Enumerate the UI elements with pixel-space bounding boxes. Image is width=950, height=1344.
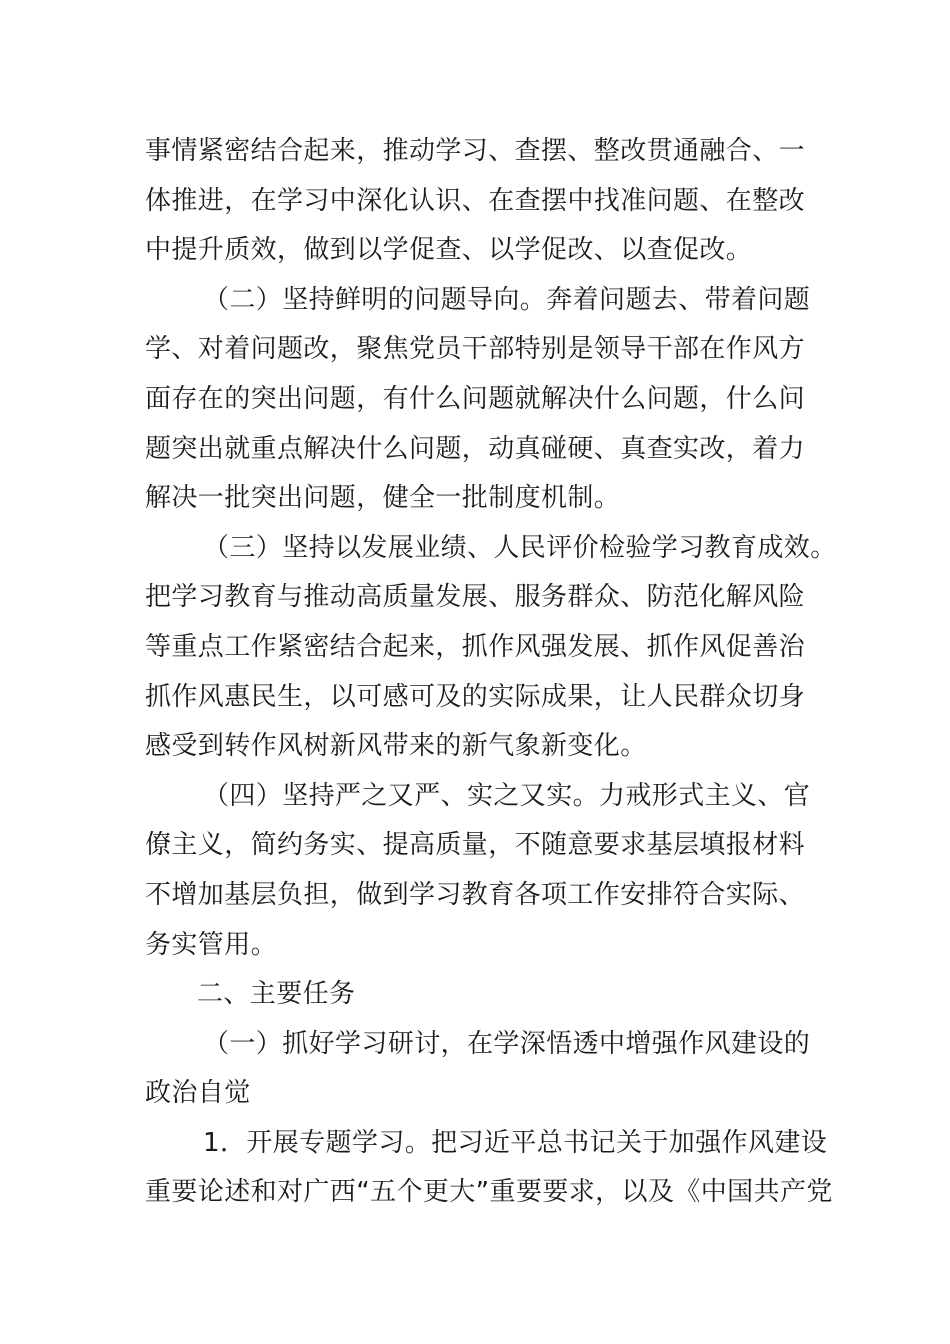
text-line: 务实管用。: [145, 929, 278, 960]
section-heading: 二、主要任务: [197, 979, 356, 1010]
paragraph-start-line: （二）坚持鲜明的问题导向。奔着问题去、带着问题: [203, 284, 811, 315]
text-line: 事情紧密结合起来，推动学习、查摆、整改贯通融合、一: [145, 136, 806, 166]
text-line: 不增加基层负担，做到学习教育各项工作安排符合实际、: [145, 879, 806, 910]
text-line: 面存在的突出问题，有什么问题就解决什么问题，什么问: [145, 383, 806, 414]
text-line: 题突出就重点解决什么问题，动真碰硬、真查实改，着力: [145, 433, 806, 464]
text-line: 重要论述和对广西“五个更大”重要要求，以及《中国共产党: [145, 1177, 833, 1208]
document-body: [145, 127, 837, 1218]
text-line: 抓作风惠民生，以可感可及的实际成果，让人民群众切身: [145, 681, 806, 712]
text-line: 学、对着问题改，聚焦党员干部特别是领导干部在作风方: [145, 334, 806, 365]
text-line: 等重点工作紧密结合起来，抓作风强发展、抓作风促善治: [145, 631, 806, 662]
text-line: 政治自觉: [145, 1078, 251, 1109]
paragraph-start-line: （三）坚持以发展业绩、人民评价检验学习教育成效。: [203, 532, 837, 563]
text-line: 中提升质效，做到以学促查、以学促改、以查促改。: [145, 235, 753, 266]
paragraph-start-line: 1．开展专题学习。把习近平总书记关于加强作风建设: [203, 1127, 828, 1158]
text-line: 解决一批突出问题，健全一批制度机制。: [145, 483, 621, 514]
text-line: 感受到转作风树新风带来的新气象新变化。: [145, 731, 647, 762]
text-line: 把学习教育与推动高质量发展、服务群众、防范化解风险: [145, 582, 806, 613]
text-line: 体推进，在学习中深化认识、在查摆中找准问题、在整改: [145, 185, 806, 216]
subsection-heading: （一）抓好学习研讨，在学深悟透中增强作风建设的: [203, 1028, 811, 1059]
paragraph-start-line: （四）坚持严之又严、实之又实。力戒形式主义、官: [203, 780, 811, 811]
text-line: 僚主义，简约务实、提高质量，不随意要求基层填报材料: [145, 830, 806, 861]
